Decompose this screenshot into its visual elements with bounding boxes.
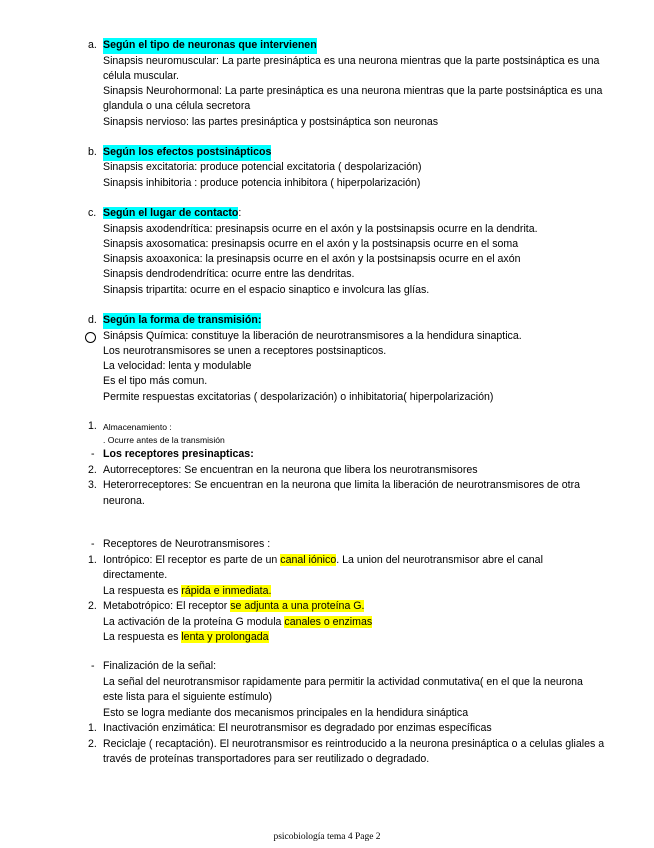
- text-line: [103, 599, 364, 615]
- text-line: Sinápsis Química: constituye la liberación de neurotransmisores a la hendidura sinaptica.: [103, 330, 522, 342]
- text-line: este lista para el siguiente estímulo): [103, 691, 272, 703]
- list-number: 2.: [88, 600, 97, 612]
- highlight: canales o enzimas: [284, 616, 373, 628]
- list-number: 1.: [88, 554, 97, 566]
- highlight: rápida e inmediata.: [181, 585, 272, 597]
- text-line: Sinapsis Neurohormonal: La parte presináptica es una neurona mientras que la parte postsináptica es una: [103, 85, 603, 97]
- circle-bullet-icon: [85, 332, 96, 343]
- section-heading-wrap: [103, 206, 241, 222]
- text-run: La respuesta es: [103, 631, 182, 643]
- text-line: La señal del neurotransmisor rapidamente para permitir la actividad conmutativa( en el que la neurona: [103, 676, 583, 688]
- text-line: Esto se logra mediante dos mecanismos principales en la hendidura sináptica: [103, 707, 469, 719]
- subheading: Los receptores presinapticas:: [103, 448, 254, 460]
- text-line: Inactivación enzimática: El neurotransmisor es degradado por enzimas específicas: [103, 722, 492, 734]
- list-number: 1.: [88, 722, 97, 734]
- text-line: Permite respuestas excitatorias ( despolarización) o inhibitatoria( hiperpolarización): [103, 391, 494, 403]
- list-number: 1.: [88, 420, 97, 432]
- section-heading: Según el lugar de contacto: [103, 207, 239, 219]
- text-line: Es el tipo más comun.: [103, 375, 208, 387]
- text-run: . La union del neurotransmisor abre el canal: [336, 554, 543, 566]
- text-line: neurona.: [103, 495, 145, 507]
- list-number: 2.: [88, 738, 97, 750]
- text-line: [103, 630, 269, 646]
- text-line: Sinapsis excitatoria: produce potencial excitatoria ( despolarización): [103, 161, 422, 173]
- text-line: través de proteínas transportadores para ser reutilizado o degradado.: [103, 753, 430, 765]
- section-heading: Según el tipo de neuronas que intervienen: [103, 38, 317, 54]
- text-line: Sinapsis inhibitoria : produce potencia inhibitora ( hiperpolarización): [103, 177, 421, 189]
- section-heading: Según la forma de transmisión:: [103, 313, 261, 329]
- text-line: [103, 553, 543, 569]
- text-line: glandula o una célula secretora: [103, 100, 251, 112]
- text-line: célula muscular.: [103, 70, 179, 82]
- text-line: [103, 584, 271, 600]
- highlight: lenta y prolongada: [181, 631, 269, 643]
- list-number: 2.: [88, 464, 97, 476]
- text-line: Los neurotransmisores se unen a receptores postsinapticos.: [103, 345, 387, 357]
- text-line: La velocidad: lenta y modulable: [103, 360, 252, 372]
- text-run: Iontrópico: El receptor es parte de un: [103, 554, 281, 566]
- text-line: directamente.: [103, 569, 168, 581]
- text-line: [103, 615, 372, 631]
- list-marker: d.: [88, 314, 97, 326]
- text-line: Sinapsis dendrodendrítica: ocurre entre las dendritas.: [103, 268, 355, 280]
- text-line: Autorreceptores: Se encuentran en la neurona que libera los neurotransmisores: [103, 464, 478, 476]
- list-marker: a.: [88, 39, 97, 51]
- text-line: . Ocurre antes de la transmisión: [103, 435, 225, 445]
- list-marker: c.: [88, 207, 97, 219]
- dash-bullet: -: [91, 538, 95, 550]
- text-line: Sinapsis axoaxonica: la presinapsis ocurre en el axón y la postsinapsis ocurre en el axón: [103, 253, 521, 265]
- subheading: Finalización de la señal:: [103, 660, 217, 672]
- text-line: Sinapsis axodendrítica: presinapsis ocurre en el axón y la postsinapsis ocurre en la dendrita.: [103, 223, 538, 235]
- dash-bullet: -: [91, 448, 95, 460]
- highlight: canal iónico: [280, 554, 337, 566]
- list-marker: b.: [88, 146, 97, 158]
- text-run: Metabotrópico: El receptor: [103, 600, 231, 612]
- text-run: La respuesta es: [103, 585, 182, 597]
- text-line: Reciclaje ( recaptación). El neurotransmisor es reintroducido a la neurona presináptica o a celulas gliales a: [103, 738, 605, 750]
- highlight: se adjunta a una proteína G.: [230, 600, 365, 612]
- section-heading: Según los efectos postsinápticos: [103, 145, 271, 161]
- page-footer: psicobiología tema 4 Page 2: [273, 832, 381, 842]
- text-line: Sinapsis neuromuscular: La parte presináptica es una neurona mientras que la parte postsináptica es una: [103, 55, 600, 67]
- subheading: Receptores de Neurotransmisores :: [103, 538, 271, 550]
- dash-bullet: -: [91, 660, 95, 672]
- heading-colon: :: [238, 207, 242, 219]
- text-line: Sinapsis tripartita: ocurre en el espacio sinaptico e involcura las glías.: [103, 284, 430, 296]
- text-run: La activación de la proteína G modula: [103, 616, 285, 628]
- text-line: Heterorreceptores: Se encuentran en la neurona que limita la liberación de neurotransmisores de otra: [103, 479, 580, 491]
- text-line: Almacenamiento :: [103, 422, 172, 432]
- text-line: Sinapsis axosomatica: presinapsis ocurre en el axón y la postsinapsis ocurre en el soma: [103, 238, 519, 250]
- list-number: 3.: [88, 479, 97, 491]
- text-line: Sinapsis nervioso: las partes presináptica y postsináptica son neuronas: [103, 116, 439, 128]
